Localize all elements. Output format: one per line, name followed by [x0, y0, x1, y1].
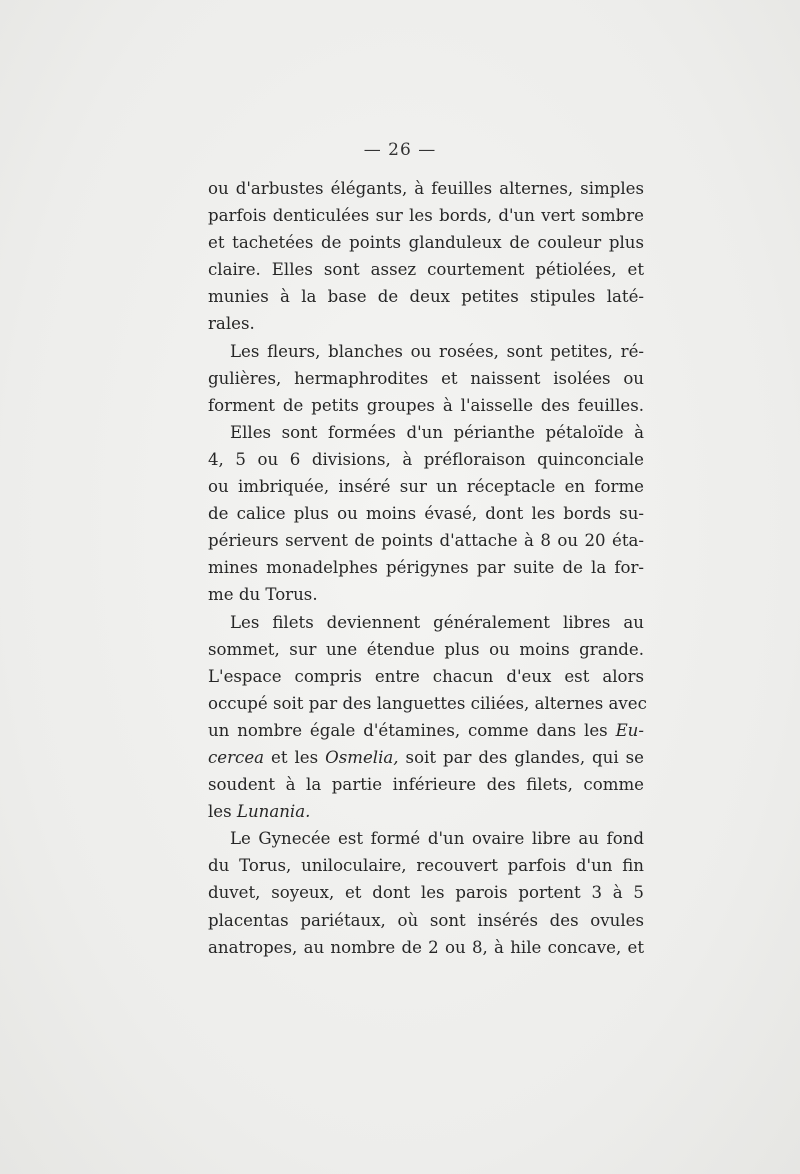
text-line: mines monadelphes périgynes par suite de la for-	[208, 558, 644, 578]
paragraph	[208, 419, 644, 609]
italic-taxon: cercea	[208, 747, 265, 767]
paragraph	[208, 175, 644, 338]
text-line: Elles sont formées d'un périanthe pétaloïde à	[230, 422, 644, 442]
text-line: munies à la base de deux petites stipules laté-	[208, 287, 644, 307]
text-line: parfois denticulées sur les bords, d'un vert sombre	[208, 206, 644, 226]
text-line: anatropes, au nombre de 2 ou 8, à hile concave, et	[208, 937, 644, 957]
text-line: de calice plus ou moins évasé, dont les bords su-	[208, 504, 644, 524]
paragraph	[208, 825, 644, 960]
text-line: placentas pariétaux, où sont insérés des ovules	[208, 910, 644, 930]
text-line: soudent à la partie inférieure des filets, comme	[208, 775, 644, 795]
text-line: Les filets deviennent généralement libres au	[230, 612, 644, 632]
text-line: gulières, hermaphrodites et naissent isolées ou	[208, 368, 644, 388]
text-line: claire. Elles sont assez courtement pétiolées, et	[208, 260, 644, 280]
page-number: — 26 —	[363, 140, 437, 160]
text-line: 4, 5 ou 6 divisions, à préfloraison quinconciale	[208, 449, 644, 469]
text-fragment: soit par des glandes, qui se	[398, 747, 644, 767]
paragraph	[208, 338, 644, 419]
text-fragment: un nombre égale d'étamines, comme dans les	[208, 720, 608, 740]
text-fragment: les	[208, 802, 237, 822]
text-line: forment de petits groupes à l'aisselle des feuilles.	[208, 395, 644, 415]
paragraph	[208, 609, 647, 826]
body-text	[208, 175, 647, 961]
text-line	[208, 798, 644, 825]
text-line: sommet, sur une étendue plus ou moins grande.	[208, 639, 644, 659]
italic-taxon: Lunania.	[236, 802, 311, 822]
text-line: occupé soit par des languettes ciliées, alternes avec	[208, 693, 647, 713]
text-line: me du Torus.	[208, 585, 318, 605]
text-line: du Torus, uniloculaire, recouvert parfois d'un fin	[208, 856, 644, 876]
text-line	[208, 717, 644, 744]
italic-taxon: Eu-	[615, 720, 644, 740]
text-line: ou imbriquée, inséré sur un réceptacle en forme	[208, 477, 644, 497]
text-line: duvet, soyeux, et dont les parois portent 3 à 5	[208, 883, 644, 903]
text-line: ou d'arbustes élégants, à feuilles alternes, simples	[208, 179, 644, 198]
text-line: rales.	[208, 314, 255, 334]
italic-taxon: Osmelia,	[325, 747, 399, 767]
text-line: périeurs servent de points d'attache à 8 ou 20 éta-	[208, 531, 644, 551]
text-line: L'espace compris entre chacun d'eux est alors	[208, 666, 644, 686]
text-fragment: et les	[264, 747, 326, 767]
text-line: Les fleurs, blanches ou rosées, sont petites, ré-	[230, 341, 644, 361]
text-line	[208, 744, 644, 771]
text-line: et tachetées de points glanduleux de couleur plus	[208, 233, 644, 253]
text-line: Le Gynecée est formé d'un ovaire libre au fond	[230, 829, 644, 849]
